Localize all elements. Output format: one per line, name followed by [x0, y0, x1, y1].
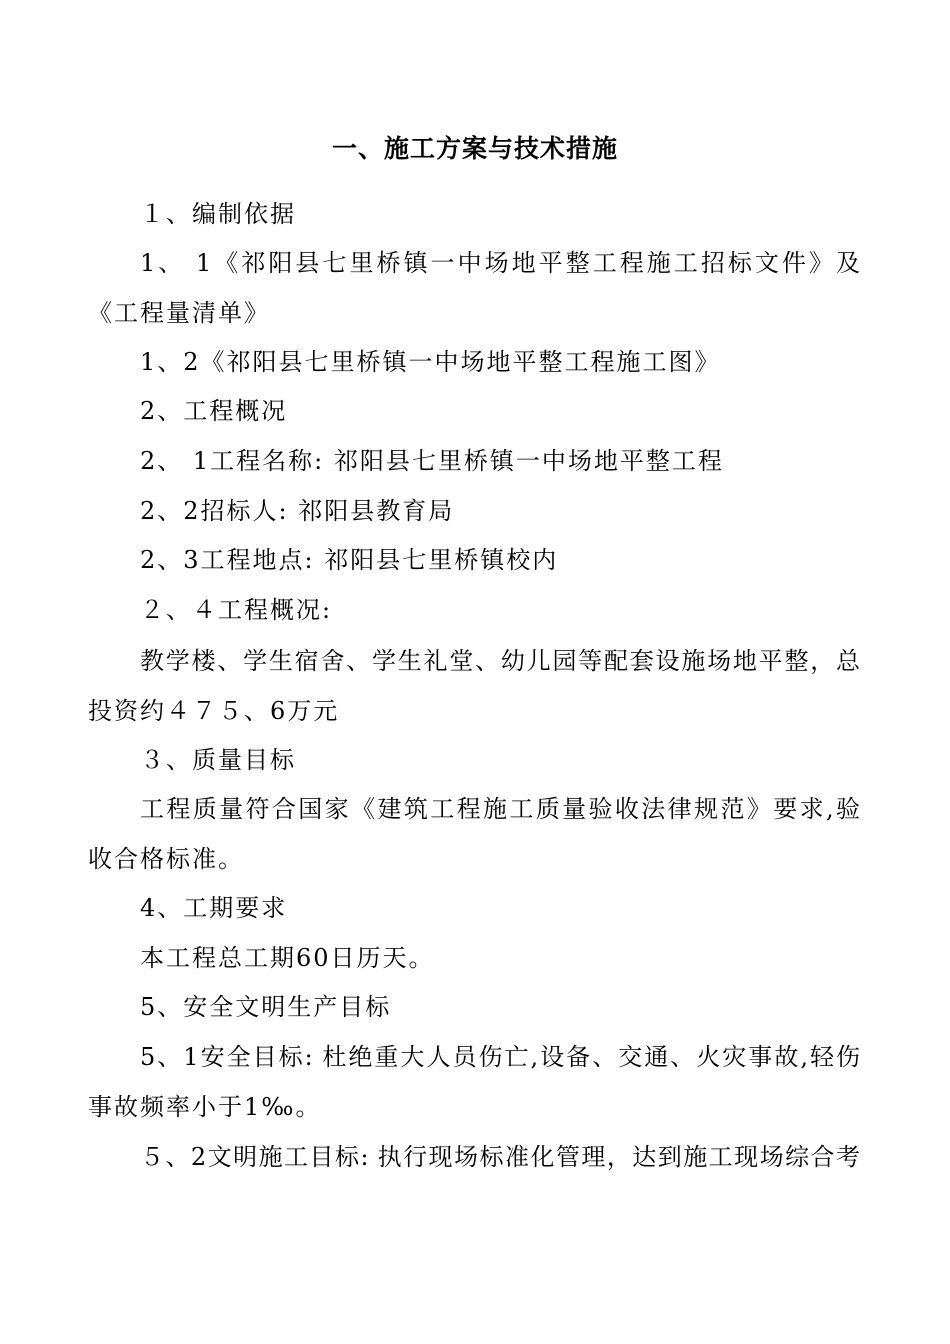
section-heading-safety: 5、安全文明生产目标: [140, 993, 392, 1021]
paragraph-line: 1、2《祁阳县七里桥镇一中场地平整工程施工图》: [140, 348, 721, 376]
page-title: 一、施工方案与技术措施: [331, 134, 618, 163]
paragraph-line: 事故频率小于1‰。: [88, 1093, 322, 1121]
paragraph-line: 本工程总工期60日历天。: [140, 944, 435, 972]
paragraph-line: 工程质量符合国家《建筑工程施工质量验收法律规范》要求,验: [140, 795, 860, 823]
section-heading-overview: 2、工程概况: [140, 397, 288, 425]
paragraph-line: 2、2招标人: 祁阳县教育局: [140, 497, 455, 525]
paragraph-line: 《工程量清单》: [88, 299, 270, 327]
paragraph-line: ５、2文明施工目标: 执行现场标准化管理，达到施工现场综合考: [140, 1143, 860, 1171]
section-heading-basis: １、编制依据: [140, 200, 296, 228]
paragraph-line: 投资约４７５、6万元: [88, 697, 340, 725]
section-heading-schedule: 4、工期要求: [140, 894, 288, 922]
paragraph-line: 2、3工程地点: 祁阳县七里桥镇校内: [140, 546, 559, 574]
paragraph-line: 5、1安全目标: 杜绝重大人员伤亡,设备、交通、火灾事故,轻伤: [140, 1043, 860, 1071]
paragraph-line: 收合格标准。: [88, 845, 244, 873]
paragraph-line: 教学楼、学生宿舍、学生礼堂、幼儿园等配套设施场地平整，总: [140, 647, 860, 675]
section-heading-quality: ３、质量目标: [140, 746, 296, 774]
paragraph-line: ２、４工程概况:: [140, 596, 333, 624]
paragraph-line: 2、 1工程名称: 祁阳县七里桥镇一中场地平整工程: [140, 447, 724, 475]
paragraph-line: 1、 1《祁阳县七里桥镇一中场地平整工程施工招标文件》及: [140, 249, 860, 277]
